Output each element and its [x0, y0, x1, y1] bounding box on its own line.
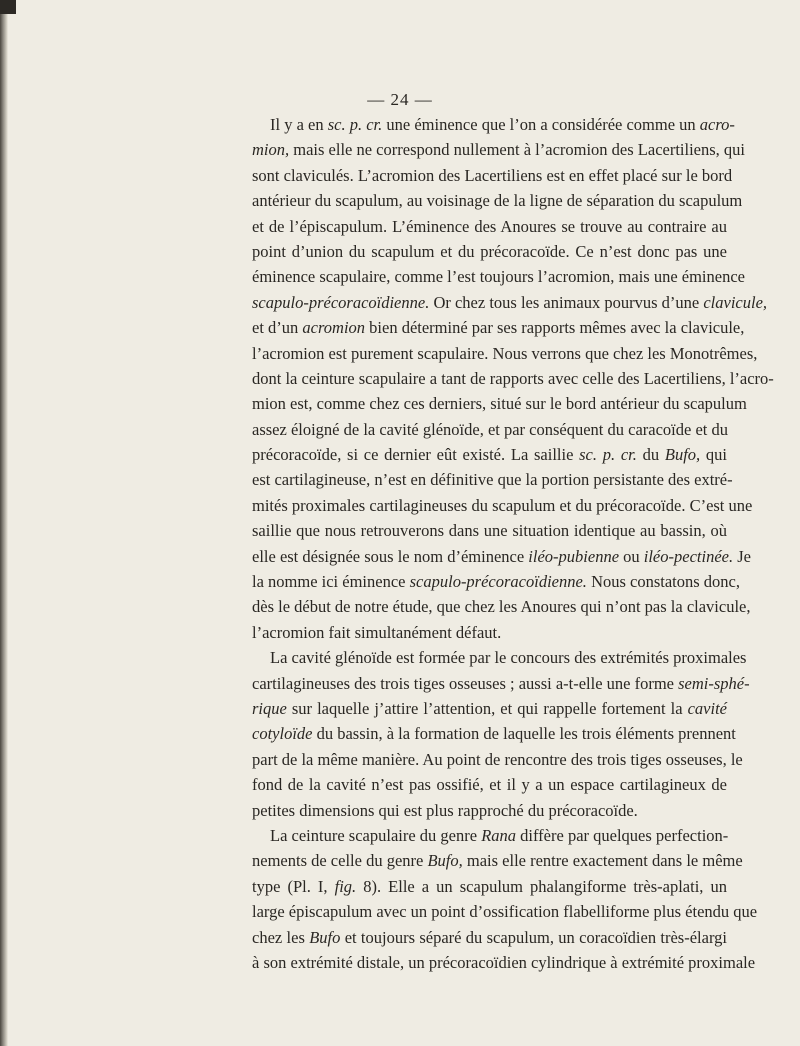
text-line [252, 696, 727, 721]
text-line [252, 214, 727, 239]
text-segment: part de la même manière. Au point de rencontre des trois tiges osseuses, le [252, 749, 743, 769]
text-line [252, 163, 733, 188]
italic-text: iléo-pectinée. [643, 546, 734, 566]
text-segment: antérieur du scapulum, au voisinage de la ligne de séparation du scapulum [252, 191, 743, 211]
italic-text: Bufo, [427, 851, 463, 871]
italic-text: sc. p. cr. [327, 115, 383, 134]
text-segment: dès le début de notre étude, que chez les Anoures qui n’ont pas la clavicule, [252, 597, 751, 617]
text-line [252, 620, 727, 645]
text-line [252, 544, 751, 569]
text-segment: et de l’épiscapulum. L’éminence des Anoures se trouve au contraire au [252, 216, 727, 236]
text-line [252, 417, 727, 442]
text-line [252, 442, 727, 467]
text-segment: chez les [252, 927, 310, 947]
italic-text: clavicule, [703, 292, 768, 312]
text-segment: une éminence que l’on a considérée comme un [382, 115, 700, 134]
text-segment: cartilagineuses des trois tiges osseuses ; aussi a-t-elle une forme [252, 673, 679, 693]
text-line [252, 467, 733, 492]
text-line [252, 594, 751, 619]
text-line [252, 645, 747, 670]
italic-text: rique [252, 698, 287, 718]
text-segment: saillie que nous retrouverons dans une situation identique au bassin, où [252, 521, 727, 541]
text-segment: et d’un [252, 318, 303, 338]
text-segment: La ceinture scapulaire du genre [270, 825, 482, 845]
italic-text: Bufo [309, 927, 341, 947]
text-line [252, 671, 750, 696]
text-segment: à son extrémité distale, un précoracoïdien cylindrique à extrémité proximale [252, 952, 756, 972]
text-segment: du [636, 445, 665, 465]
text-segment: ou [619, 546, 644, 566]
paragraph [252, 112, 774, 645]
text-line [252, 290, 768, 315]
body-text [252, 112, 774, 975]
italic-text: cotyloïde [252, 724, 313, 744]
text-line [252, 518, 727, 543]
text-segment: sont claviculés. L’acromion des Lacertiliens est en effet placé sur le bord [252, 165, 733, 185]
text-line [252, 721, 736, 746]
text-segment: Nous constatons donc, [586, 572, 741, 592]
text-segment: elle est désignée sous le nom d’éminence [252, 546, 529, 566]
text-line [252, 747, 743, 772]
text-segment: nements de celle du genre [252, 851, 428, 871]
text-segment: large épiscapulum avec un point d’ossification flabelliforme plus étendu que [252, 902, 758, 922]
italic-text: iléo-pubienne [528, 546, 620, 566]
text-segment: bien déterminé par ses rapports mêmes avec la clavicule, [365, 318, 745, 338]
text-segment: et toujours séparé du scapulum, un coracoïdien très-élargi [340, 927, 727, 947]
text-line [252, 493, 753, 518]
page-binding-edge [0, 0, 8, 1046]
text-segment: diffère par quelques perfection- [516, 825, 729, 845]
text-segment: est cartilagineuse, n’est en définitive que la portion persistante des extré- [252, 470, 733, 490]
text-line [252, 315, 745, 340]
text-segment: assez éloigné de la cavité glénoïde, et par conséquent du caracoïde et du [252, 419, 728, 439]
text-line [252, 112, 735, 137]
text-line [252, 341, 758, 366]
text-segment: l’acromion est purement scapulaire. Nous verrons que chez les Monotrêmes, [252, 343, 758, 363]
text-segment: Or chez tous les animaux pourvus d’une [429, 292, 704, 312]
text-segment: précoracoïde, si ce dernier eût existé. La saillie [252, 445, 580, 465]
text-segment: point d’union du scapulum et du précoracoïde. Ce n’est donc pas une [252, 241, 727, 261]
text-line [252, 264, 745, 289]
text-segment: l’acromion fait simultanément défaut. [252, 622, 502, 642]
text-line [252, 188, 743, 213]
text-line [252, 899, 758, 924]
text-line [252, 798, 727, 823]
text-segment: sur laquelle j’attire l’attention, et qui rappelle fortement la [286, 698, 688, 718]
text-segment: mais elle ne correspond nullement à l’acromion des Lacertiliens, qui [289, 140, 746, 160]
text-line [252, 366, 774, 391]
italic-text: Bufo, [664, 445, 701, 465]
italic-text: acro- [699, 115, 735, 134]
text-segment: petites dimensions qui est plus rapproché du précoracoïde. [252, 800, 638, 820]
text-segment: type (Pl. I, [252, 876, 335, 896]
text-line [252, 950, 756, 975]
text-line [252, 848, 743, 873]
italic-text: mion, [252, 140, 290, 160]
italic-text: scapulo-précoracoïdienne. [409, 572, 587, 592]
text-segment: Je [733, 546, 751, 566]
text-segment: éminence scapulaire, comme l’est toujours l’acromion, mais une éminence [252, 267, 745, 287]
text-line [252, 823, 727, 848]
text-line [252, 569, 741, 594]
text-line [252, 772, 727, 797]
text-line [252, 137, 746, 162]
italic-text: semi-sphé- [678, 673, 750, 693]
italic-text: scapulo-précoracoïdienne. [252, 292, 430, 312]
text-segment: mités proximales cartilagineuses du scapulum et du précoracoïde. C’est une [252, 495, 753, 515]
italic-text: cavité [687, 698, 727, 718]
text-line [252, 391, 747, 416]
text-segment: dont la ceinture scapulaire a tant de rapports avec celle des Lacertiliens, l’acro- [252, 368, 774, 388]
italic-text: Rana [481, 825, 517, 845]
page-number: — 24 — [367, 90, 433, 109]
text-line [252, 925, 727, 950]
text-segment: Il y a en [270, 115, 328, 134]
text-segment: 8). Elle a un scapulum phalangiforme très-aplati, un [356, 876, 727, 896]
italic-text: sc. p. cr. [579, 445, 637, 465]
italic-text: acromion [302, 318, 366, 338]
text-segment: du bassin, à la formation de laquelle les trois éléments prennent [312, 724, 736, 744]
text-line [252, 239, 727, 264]
text-line [252, 874, 727, 899]
italic-text: fig. [334, 876, 357, 896]
text-segment: mais elle rentre exactement dans le même [462, 851, 743, 871]
text-segment: fond de la cavité n’est pas ossifié, et il y a un espace cartilagineux de [252, 775, 727, 795]
text-segment: la nomme ici éminence [252, 572, 410, 592]
text-segment: mion est, comme chez ces derniers, situé sur le bord antérieur du scapulum [252, 394, 747, 414]
text-segment: qui [700, 445, 727, 465]
text-segment: La cavité glénoïde est formée par le concours des extrémités proximales [270, 648, 747, 668]
paragraph [252, 645, 750, 823]
paragraph [252, 823, 758, 975]
